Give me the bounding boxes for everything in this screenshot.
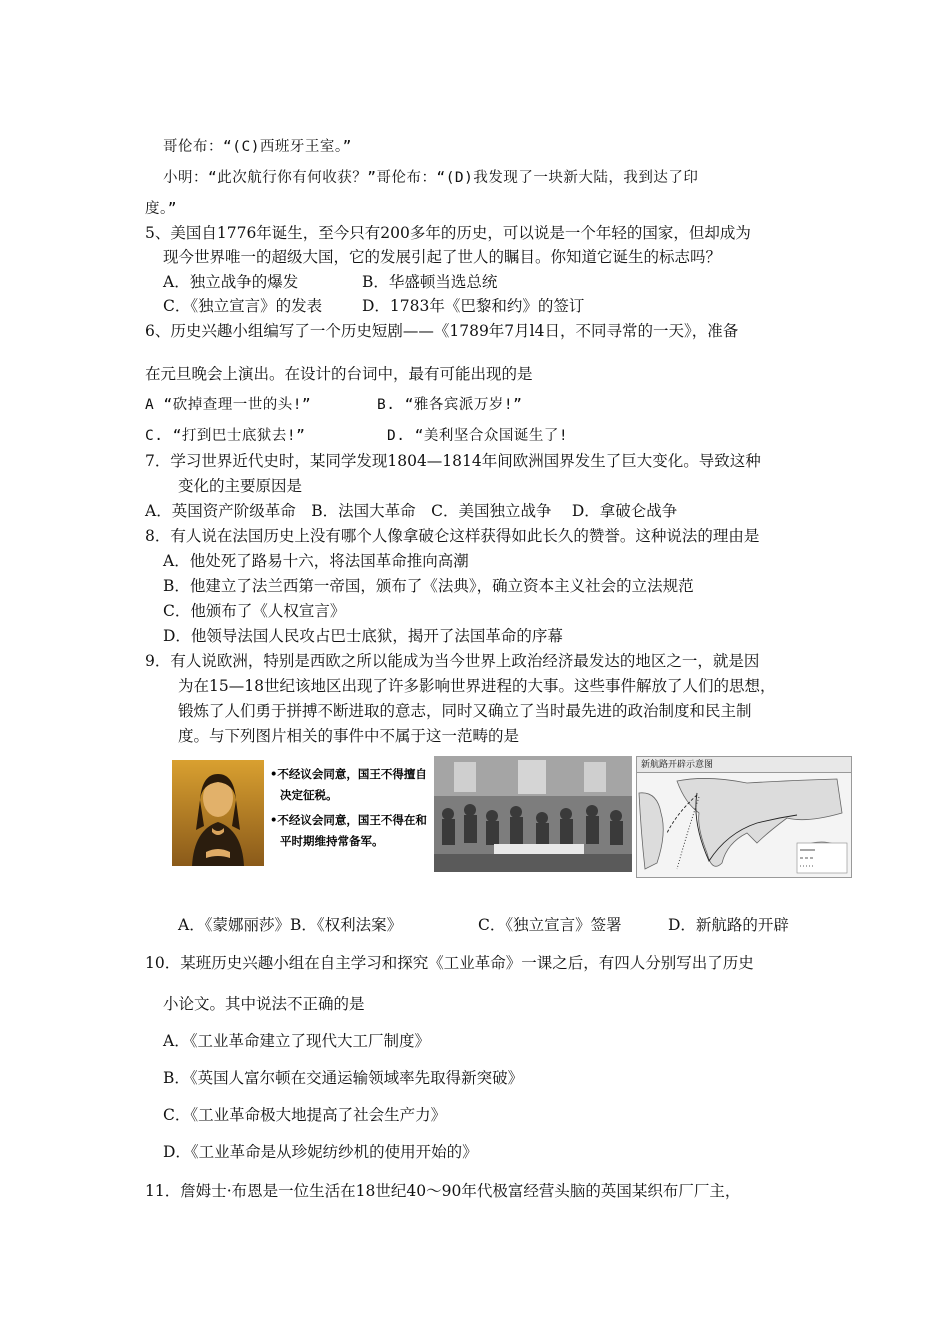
q9-option-ab: A．《蒙娜丽莎》B．《权利法案》 — [178, 916, 403, 934]
mona-lisa-image — [172, 760, 264, 866]
q5-option-d: D．1783年《巴黎和约》的签订 — [362, 297, 585, 315]
q10-option-b: B．《英国人富尔顿在交通运输领域率先取得新突破》 — [163, 1069, 524, 1087]
question-9-cont1: 为在15—18世纪该地区出现了许多影响世界进程的大事。这些事件解放了人们的思想， — [178, 677, 776, 695]
q8-option-b: B．他建立了法兰西第一帝国，颁布了《法典》，确立资本主义社会的立法规范 — [163, 577, 694, 595]
q8-option-c: C．他颁布了《人权宣言》 — [163, 602, 346, 620]
question-7: 7．学习世界近代史时，某同学发现1804—1814年间欧洲国界发生了巨大变化。导致这种 — [145, 452, 761, 470]
q5-option-a: A．独立战争的爆发 — [163, 273, 299, 291]
question-8: 8．有人说在法国历史上没有哪个人像拿破仑这样获得如此长久的赞誉。这种说法的理由是 — [145, 527, 760, 545]
map-title: 新航路开辟示意图 — [637, 757, 851, 773]
bill-of-rights-image — [268, 760, 432, 866]
q7-options: A．英国资产阶级革命 B．法国大革命 C．美国独立战争 D．拿破仑战争 — [145, 502, 678, 520]
question-10: 10．某班历史兴趣小组在自主学习和探究《工业革命》一课之后，有四人分别写出了历史 — [145, 954, 754, 972]
question-9-cont2: 锻炼了人们勇于拼搏不断进取的意志，同时又确立了当时最先进的政治制度和民主制 — [178, 702, 752, 720]
bill-text-1: •不经议会同意，国王不得擅自 — [270, 767, 427, 781]
q6-option-c: C. “打到巴士底狱去!” — [145, 428, 306, 444]
question-11: 11．詹姆士·布恩是一位生活在18世纪40～90年代极富经营头脑的英国某织布厂厂主， — [145, 1182, 741, 1200]
q10-option-a: A．《工业革命建立了现代大工厂制度》 — [163, 1032, 430, 1050]
declaration-signing-image — [434, 756, 632, 872]
bill-text-4: 平时期维持常备军。 — [280, 834, 384, 848]
question-9-cont3: 度。与下列图片相关的事件中不属于这一范畴的是 — [178, 727, 520, 745]
q6-option-b: B. “雅各宾派万岁!” — [377, 397, 523, 413]
q9-option-c: C．《独立宣言》签署 — [478, 916, 622, 934]
dialog-line-xiaoming: 小明：“此次航行你有何收获？”哥伦布：“(D)我发现了一块新大陆，我到达了印 — [163, 170, 699, 186]
question-5-cont: 现今世界唯一的超级大国，它的发展引起了世人的瞩目。你知道它诞生的标志吗？ — [163, 248, 722, 266]
new-sea-route-map-image — [636, 756, 852, 878]
question-7-cont: 变化的主要原因是 — [178, 477, 303, 495]
q8-option-a: A．他处死了路易十六，将法国革命推向高潮 — [163, 552, 469, 570]
q8-option-d: D．他领导法国人民攻占巴士底狱，揭开了法国革命的序幕 — [163, 627, 563, 645]
q5-option-b: B．华盛顿当选总统 — [362, 273, 498, 291]
bill-text-3: •不经议会同意，国王不得在和 — [270, 813, 427, 827]
question-6-cont: 在元旦晚会上演出。在设计的台词中，最有可能出现的是 — [145, 365, 533, 383]
question-6: 6、历史兴趣小组编写了一个历史短剧——《1789年7月l4日，不同寻常的一天》，准备 — [145, 322, 739, 340]
dialog-line-end: 度。” — [145, 201, 177, 217]
question-5: 5、美国自1776年诞生，至今只有200多年的历史，可以说是一个年轻的国家，但却成为 — [145, 224, 751, 242]
q10-option-c: C．《工业革命极大地提高了社会生产力》 — [163, 1106, 447, 1124]
q6-option-d: D. “美利坚合众国诞生了! — [387, 428, 569, 444]
q5-option-c: C．《独立宣言》的发表 — [163, 297, 323, 315]
dialog-line-columbus: 哥伦布：“(C)西班牙王室。” — [163, 139, 352, 155]
q6-option-a: A “砍掉查理一世的头!” — [145, 397, 312, 413]
q10-option-d: D．《工业革命是从珍妮纺纱机的使用开始的》 — [163, 1143, 478, 1161]
question-10-cont: 小论文。其中说法不正确的是 — [163, 995, 365, 1013]
bill-text-2: 决定征税。 — [280, 788, 338, 802]
q9-option-d: D．新航路的开辟 — [668, 916, 789, 934]
question-9: 9．有人说欧洲，特别是西欧之所以能成为当今世界上政治经济最发达的地区之一，就是因 — [145, 652, 760, 670]
